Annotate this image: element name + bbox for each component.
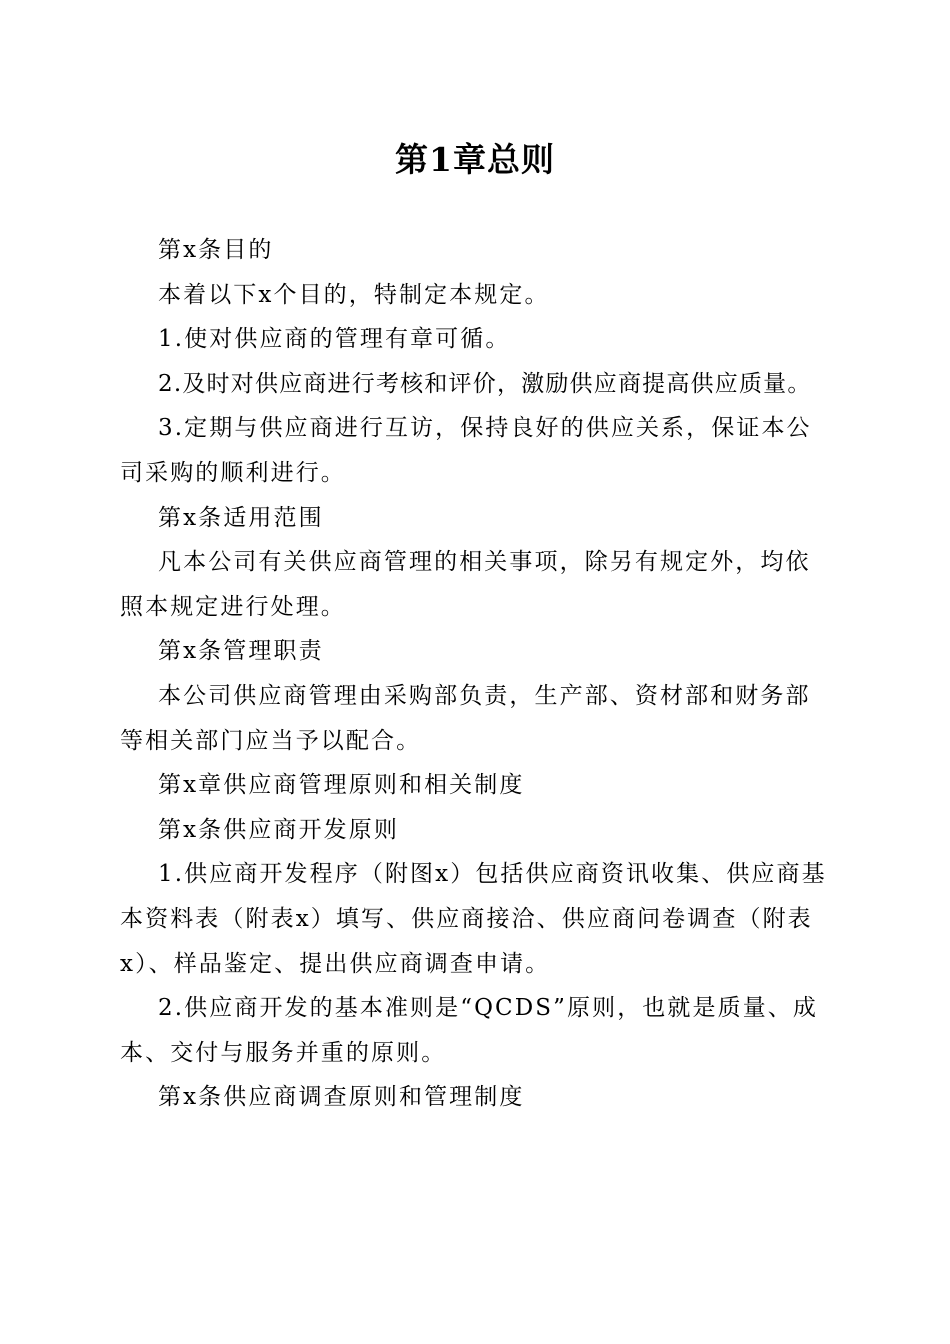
article-heading: 第x条目的 [158,237,274,263]
chapter-title: 第1章总则 [395,140,555,179]
article-heading: 第x条供应商开发原则 [158,816,399,843]
article-heading: 第x条管理职责 [158,638,324,665]
chapter-heading: 第x章供应商管理原则和相关制度 [158,772,525,799]
list-item: 1.使对供应商的管理有章可循。 [158,326,511,353]
body-paragraph: 本公司供应商管理由采购部负责，生产部、资材部和财务部等相关部门应当予以配合。 [120,682,811,754]
document-body [120,228,835,1120]
article-heading: 第x条供应商调查原则和管理制度 [158,1084,525,1111]
body-paragraph: 凡本公司有关供应商管理的相关事项，除另有规定外，均依照本规定进行处理。 [120,549,811,620]
article-heading: 第x条适用范围 [158,504,324,531]
list-item: 3.定期与供应商进行互访，保持良好的供应关系，保证本公司采购的顺利进行。 [120,415,812,486]
list-item: 2.供应商开发的基本准则是“QCDS”原则，也就是质量、成本、交付与服务并重的原则。 [120,995,819,1066]
list-item: 2.及时对供应商进行考核和评价，激励供应商提高供应质量。 [158,370,812,397]
list-item: 1.供应商开发程序（附图x）包括供应商资讯收集、供应商基本资料表（附表x）填写、供应商接洽、供应商问卷调查（附表x）、样品鉴定、提出供应商调查申请。 [120,861,827,977]
body-paragraph: 本着以下x个目的，特制定本规定。 [158,281,550,308]
